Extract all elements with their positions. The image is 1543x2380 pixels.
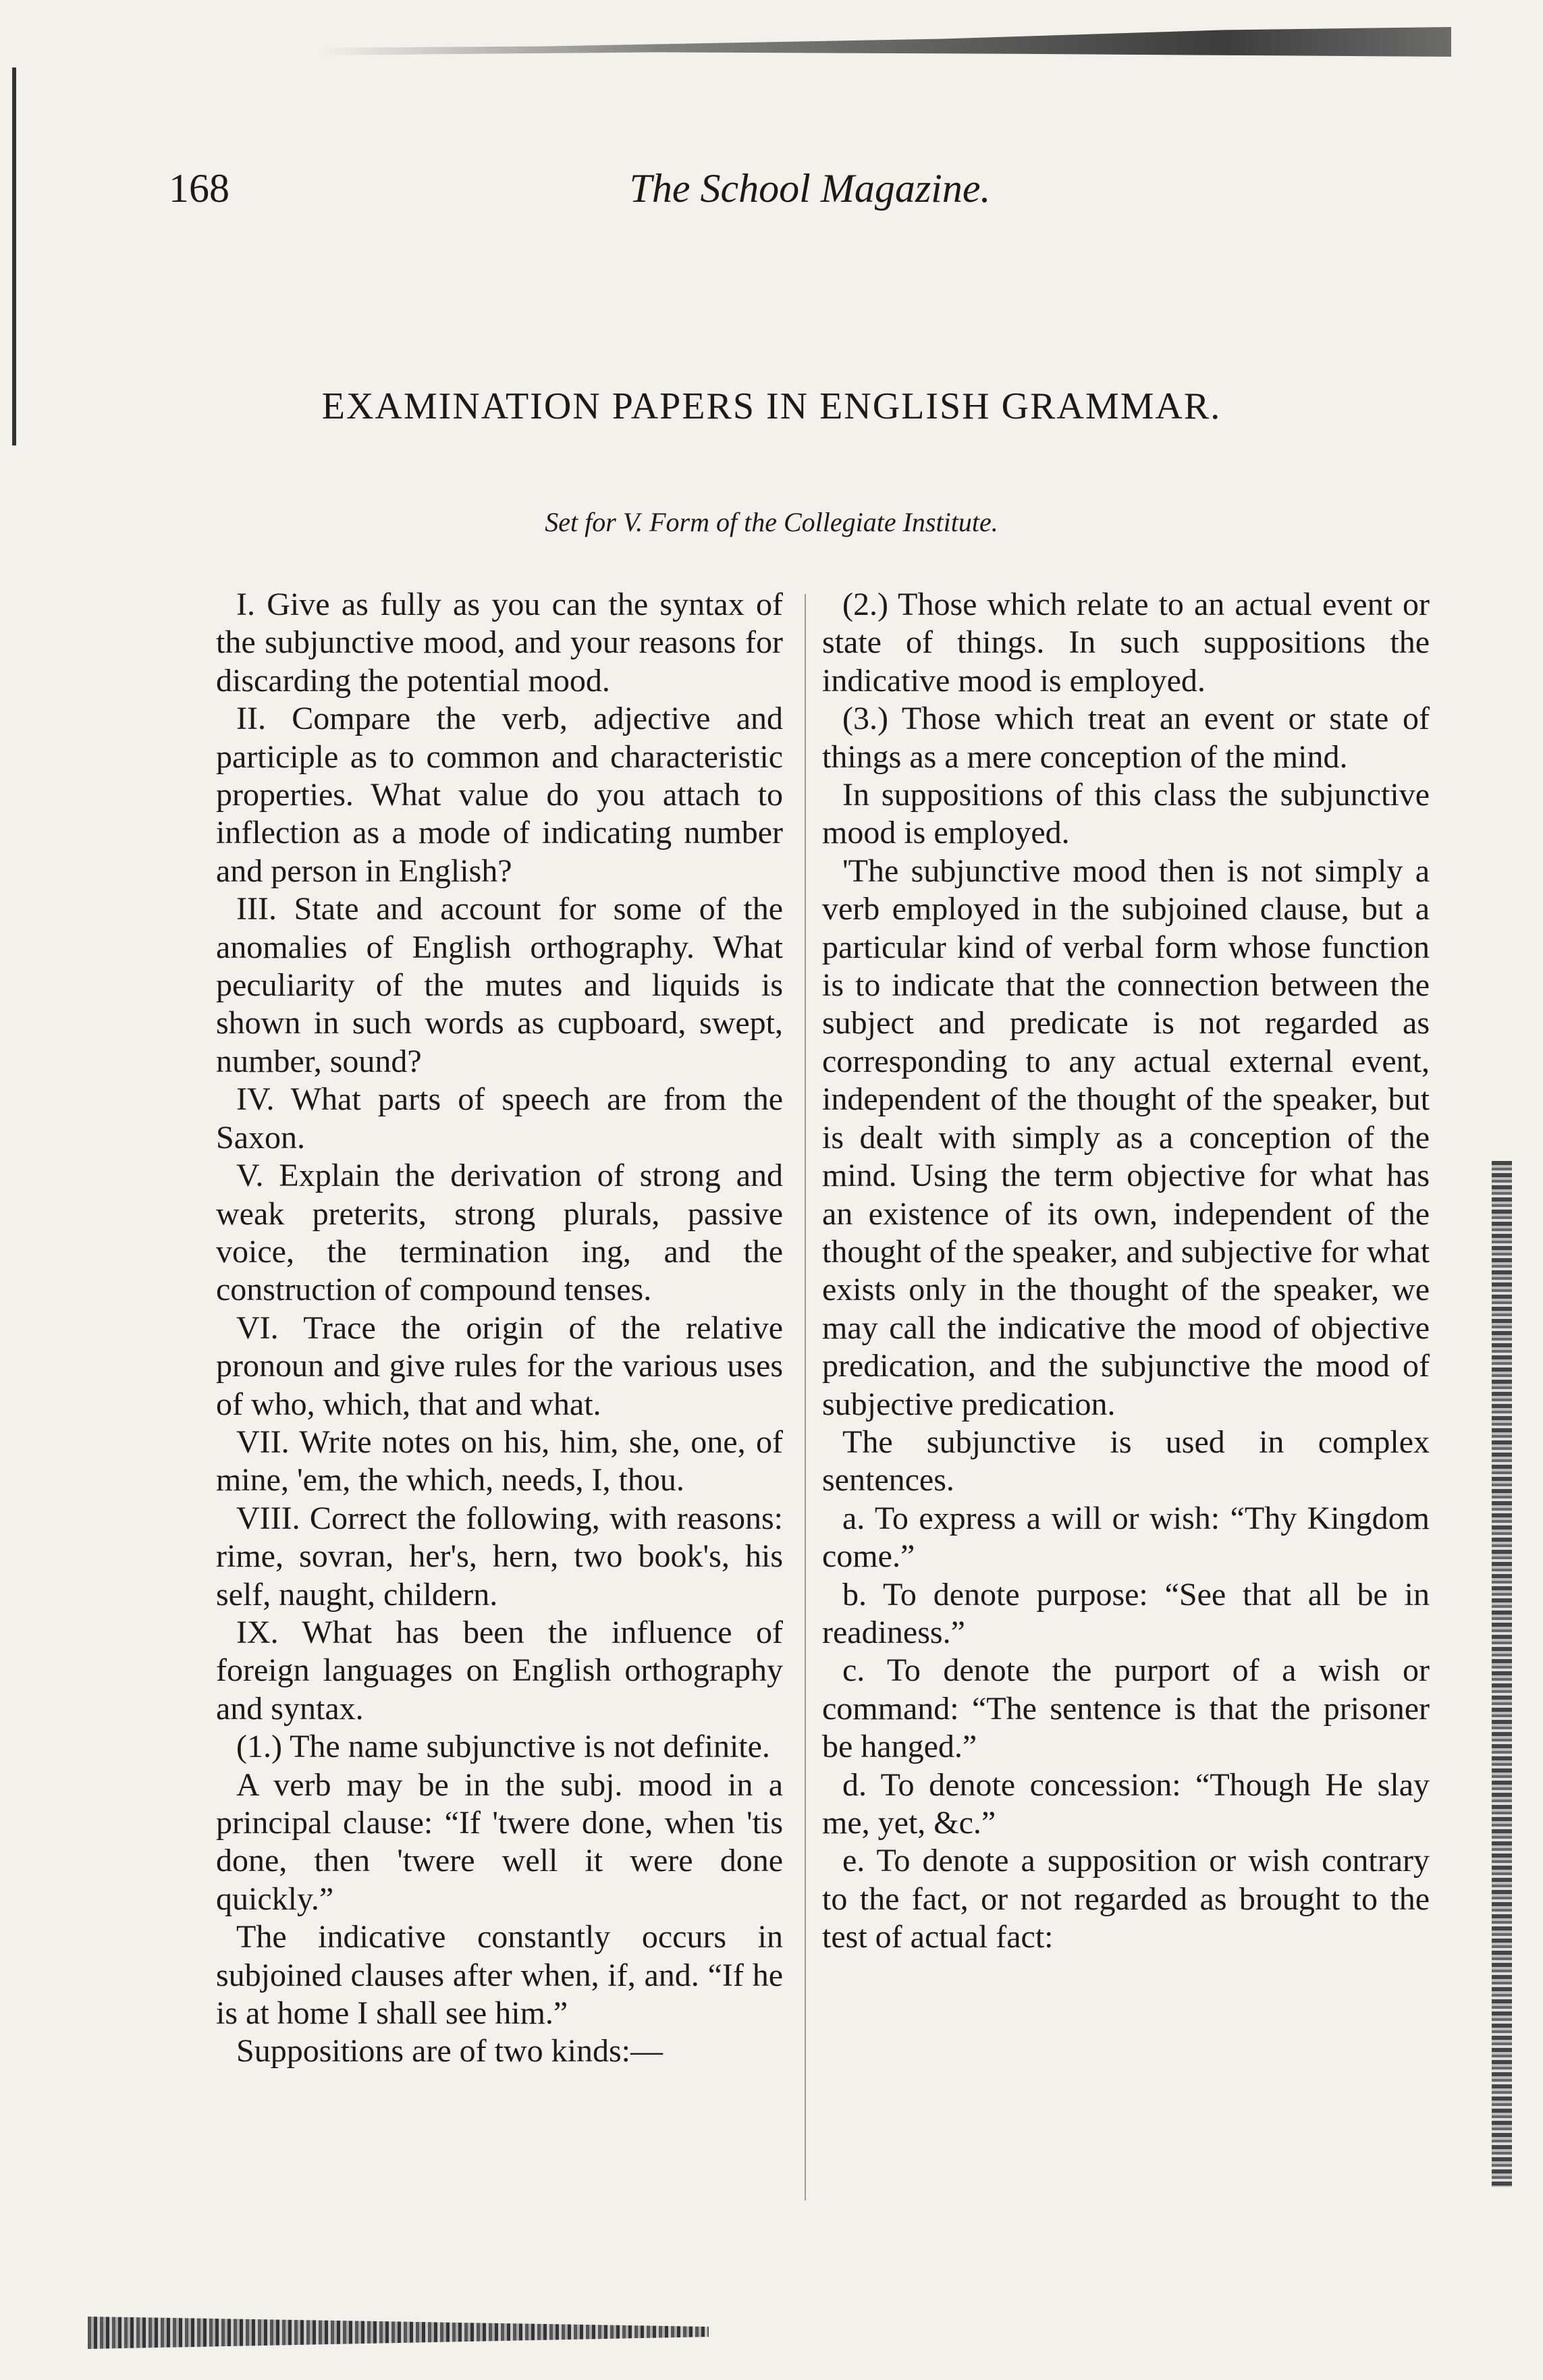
answer-paragraph: a. To express a will or wish: “Thy Kingdom come.”	[822, 1500, 1430, 1575]
question-1: I. Give as fully as you can the syntax of the subjunctive mood, and your reasons for discarding the potential mood.	[216, 587, 783, 699]
answer-paragraph: 'The subjunctive mood then is not simply a verb employed in the subjoined clause, but a particular kind of verbal form whose function is to indicate that the connection between the subject and predicate is not regarded as corresponding to any actual external event, independent of the thought of the speaker, but is dealt with simply as a conception of the mind. Using the term objective for what has an existence of its own, independent of the thought of the speaker, and subjective for what exists only in the thought of the speaker, we may call the indicative the mood of objective predication, and the subjunctive the mood of subjective predication.	[822, 853, 1430, 1422]
question-2: II. Compare the verb, adjective and participle as to common and characteristic properties. What value do you attach to inflection as a mode of indicating number and person in English?	[216, 701, 783, 889]
question-4: IV. What parts of speech are from the Saxon.	[216, 1081, 783, 1156]
answer-paragraph: d. To denote concession: “Though He slay me, yet, &c.”	[822, 1766, 1430, 1841]
answer-paragraph: e. To denote a supposition or wish contrary to the fact, or not regarded as brought to the test of actual fact:	[822, 1843, 1430, 1955]
answer-paragraph: (3.) Those which treat an event or state of things as a mere conception of the mind.	[822, 701, 1430, 775]
answer-paragraph: The subjunctive is used in complex sentences.	[822, 1424, 1430, 1498]
question-3: III. State and account for some of the anomalies of English orthography. What peculiarity of the mutes and liquids is shown in such words as cupboard, swept, number, sound?	[216, 891, 783, 1079]
answer-paragraph: The indicative constantly occurs in subjoined clauses after when, if, and. “If he is at home I shall see him.”	[216, 1919, 783, 2032]
question-5: V. Explain the derivation of strong and weak preterits, strong plurals, passive voice, the termination ing, and the construction of compound tenses.	[216, 1158, 783, 1308]
page-header	[169, 165, 1451, 219]
left-column	[216, 586, 783, 2071]
answer-paragraph: Suppositions are of two kinds:—	[236, 2033, 663, 2070]
question-7: VII. Write notes on his, him, she, one, of mine, 'em, the which, needs, I, thou.	[216, 1424, 783, 1498]
question-6: VI. Trace the origin of the relative pronoun and give rules for the various uses of who, which, that and what.	[216, 1309, 783, 1422]
scan-artifact-bottom	[88, 2308, 709, 2349]
answer-paragraph: In suppositions of this class the subjunctive mood is employed.	[822, 777, 1430, 851]
article-title: EXAMINATION PAPERS IN ENGLISH GRAMMAR.	[321, 385, 1222, 427]
running-title: The School Magazine.	[629, 166, 991, 211]
article-subtitle: Set for V. Form of the Collegiate Institute.	[545, 507, 998, 537]
column-divider	[805, 594, 806, 2200]
answer-paragraph: (2.) Those which relate to an actual event or state of things. In such suppositions the indicative mood is employed.	[822, 587, 1430, 699]
question-8: VIII. Correct the following, with reasons: rime, sovran, her's, hern, two book's, his self, naught, childern.	[216, 1500, 783, 1613]
answer-paragraph: (1.) The name subjunctive is not definite.	[236, 1729, 770, 1765]
right-column	[822, 586, 1430, 1957]
question-9: IX. What has been the influence of foreign languages on English orthography and syntax.	[216, 1614, 783, 1727]
page-number: 168	[169, 166, 229, 211]
scan-artifact-top	[317, 27, 1451, 57]
answer-paragraph: A verb may be in the subj. mood in a principal clause: “If 'twere done, when 'tis done, then 'twere well it were done quickly.”	[216, 1766, 783, 1917]
answer-paragraph: b. To denote purpose: “See that all be in readiness.”	[822, 1576, 1430, 1650]
scan-artifact-right-edge	[1492, 1161, 1512, 2187]
answer-paragraph: c. To denote the purport of a wish or command: “The sentence is that the prisoner be hanged.”	[822, 1652, 1430, 1765]
